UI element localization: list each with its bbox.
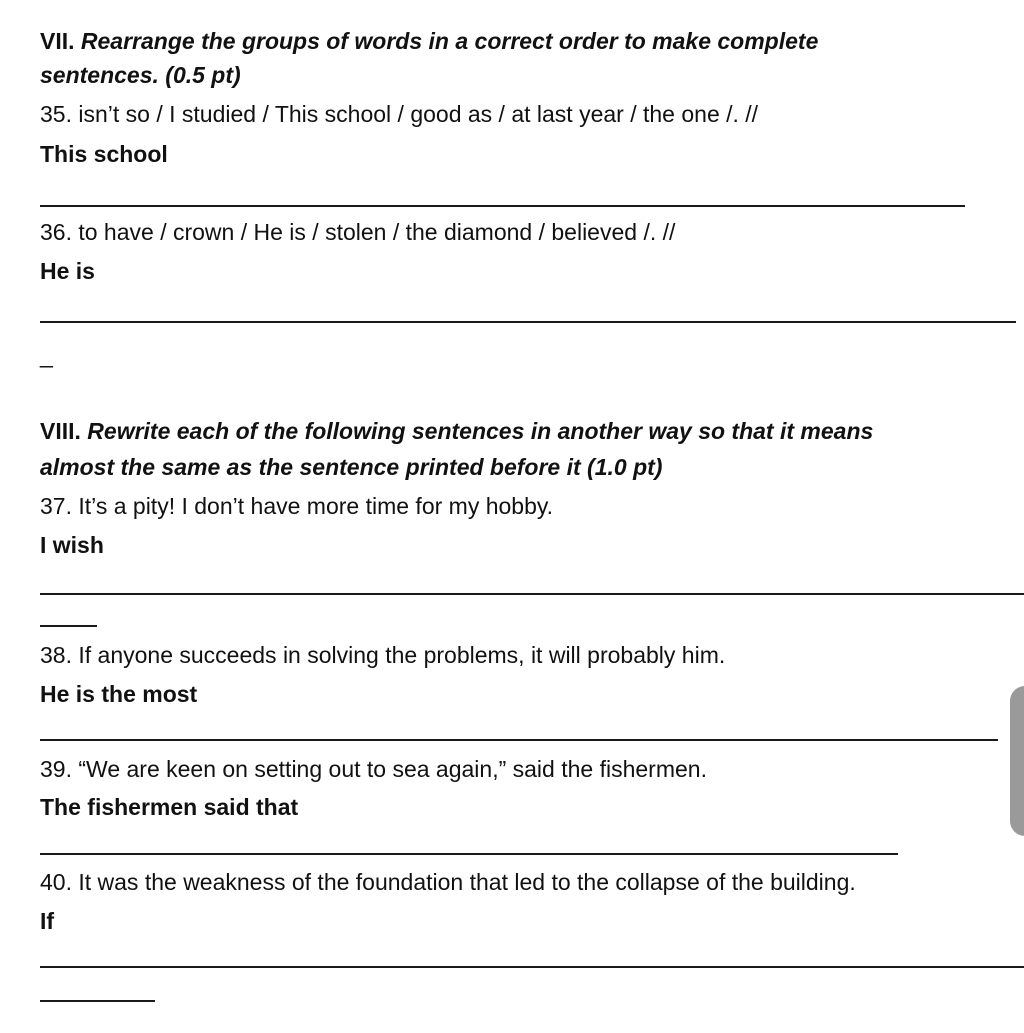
answer-line-36-continuation: _ [40,342,53,368]
answer-line-36[interactable] [40,321,1016,323]
answer-line-37[interactable] [40,593,1024,595]
question-37-prompt: 37. It’s a pity! I don’t have more time for my hobby. [40,493,554,519]
question-40-starter: If [40,908,55,934]
question-39-starter: The fishermen said that [40,794,299,820]
answer-line-39[interactable] [40,853,898,855]
question-36-starter: He is [40,258,95,284]
answer-line-40[interactable] [40,966,1024,968]
answer-line-38[interactable] [40,739,998,741]
answer-line-37-continuation[interactable] [40,625,97,627]
question-37-starter: I wish [40,532,104,558]
section-8-heading-line1: Rewrite each of the following sentences in another way so that it means [80,418,874,444]
section-8-heading-line2: almost the same as the sentence printed before it (1.0 pt) [40,454,663,480]
section-7-heading-line2: sentences. (0.5 pt) [40,62,241,88]
question-38-starter: He is the most [40,681,198,707]
question-35-starter: This school [40,141,168,167]
section-8-heading [40,416,873,446]
question-35-prompt: 35. isn’t so / I studied / This school / good as / at last year / the one /. // [40,101,759,127]
question-40-prompt: 40. It was the weakness of the foundation that led to the collapse of the building. [40,869,856,895]
question-36-prompt: 36. to have / crown / He is / stolen / the diamond / believed /. // [40,219,676,245]
question-39-prompt: 39. “We are keen on setting out to sea again,” said the fishermen. [40,756,707,782]
section-7-heading [40,26,818,56]
section-7-heading-line1: Rearrange the groups of words in a correct order to make complete [74,28,819,54]
question-38-prompt: 38. If anyone succeeds in solving the problems, it will probably him. [40,642,726,668]
answer-line-35[interactable] [40,205,965,207]
section-7-number: VII. [40,28,75,54]
section-8-number: VIII. [40,418,81,444]
answer-line-40-continuation[interactable] [40,1000,155,1002]
scrollbar-thumb[interactable] [1010,686,1024,836]
